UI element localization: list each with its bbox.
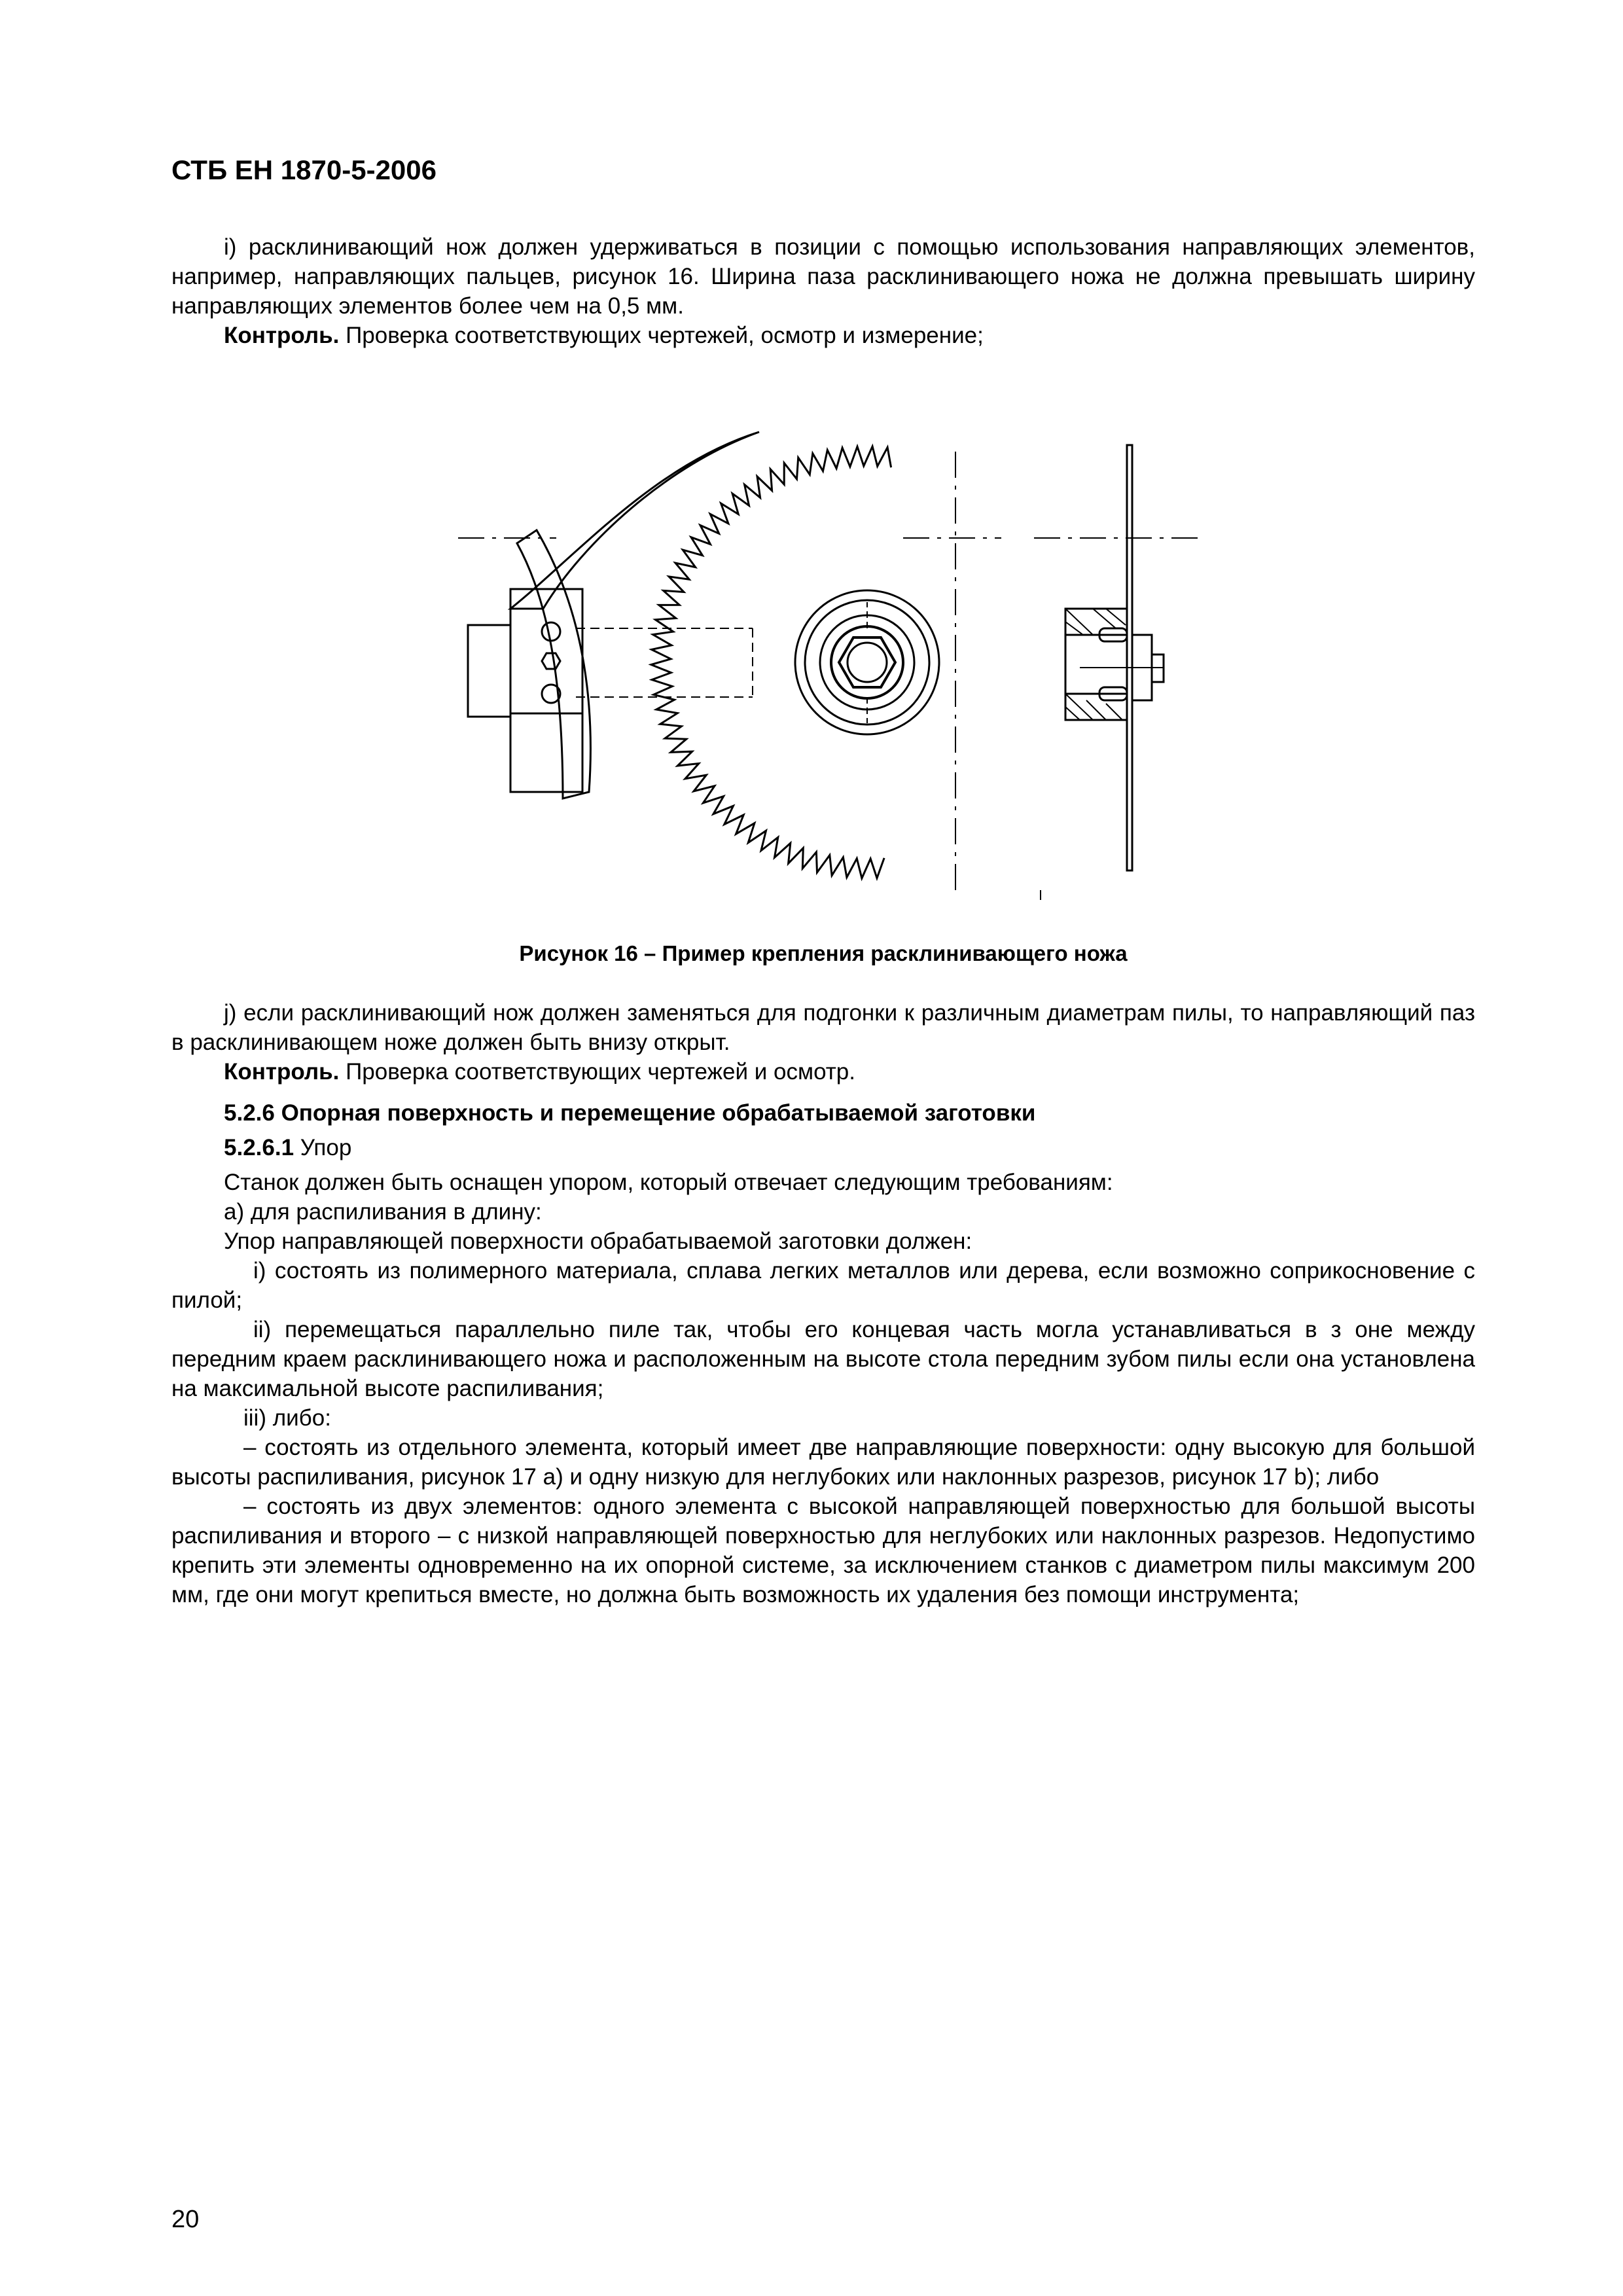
figure-caption: Рисунок 16 – Пример крепления расклинивающего ножа	[519, 941, 1128, 965]
text-block-top	[171, 232, 1475, 350]
paragraph-i: i) расклинивающий нож должен удерживаться в позиции с помощью использования направляющих элементов, например, направляющих пальцев, рисунок 16. Ширина паза расклинивающего ножа не должна превышать ширину направляющих элементов более чем на 0,5 мм.	[171, 234, 1475, 319]
section-heading: 5.2.6 Опорная поверхность и перемещение обрабатываемой заготовки	[224, 1100, 1036, 1126]
paragraph-line: ii) перемещаться параллельно пиле так, чтобы его концевая часть могла устанавливаться в з оне между передним краем расклинивающего ножа и расположенным на высоте стола передним зубом пилы если она установлена на максимальной высоте распиливания;	[171, 1317, 1475, 1401]
riving-knife-drawing	[432, 412, 1211, 910]
paragraph-line: – состоять из двух элементов: одного элемента с высокой направляющей поверхностью для большой высоты распиливания и второго – с низкой направляющей поверхностью для неглубоких или наклонных разрезов. Недопустимо крепить эти элементы одновременно на их опорной системе, за исключением станков с диаметром пилы максимум 200 мм, где они могут крепиться вместе, но должна быть возможность их удаления без помощи инструмента;	[171, 1494, 1475, 1607]
subsection-number: 5.2.6.1	[224, 1135, 294, 1160]
document-header: СТБ ЕН 1870-5-2006	[171, 154, 437, 185]
paragraph-line: Станок должен быть оснащен упором, который отвечает следующим требованиям:	[224, 1170, 1113, 1195]
control-label: Контроль.	[224, 1059, 340, 1085]
control-line-2	[171, 1057, 1475, 1086]
figure-riving-knife-mount	[432, 412, 1211, 910]
text-block-bottom	[171, 998, 1475, 1609]
paragraph-line: – состоять из отдельного элемента, который имеет две направляющие поверхности: одну высокую для большой высоты распиливания, рисунок 17 a) и одну низкую для неглубоких или наклонных разрезов, рисунок 17 b); либо	[171, 1435, 1475, 1490]
control-label: Контроль.	[224, 323, 340, 348]
control-text: Проверка соответствующих чертежей и осмотр.	[339, 1059, 855, 1085]
paragraph-line: a) для распиливания в длину:	[224, 1199, 542, 1225]
page-number: 20	[171, 2206, 200, 2233]
paragraph-j: j) если расклинивающий нож должен заменяться для подгонки к различным диаметрам пилы, то направляющий паз в расклинивающем ноже должен быть внизу открыт.	[171, 1000, 1475, 1055]
paragraph-line: Упор направляющей поверхности обрабатываемой заготовки должен:	[224, 1229, 972, 1254]
paragraph-line: i) состоять из полимерного материала, сплава легких металлов или дерева, если возможно соприкосновение с пилой;	[171, 1258, 1475, 1313]
control-text: Проверка соответствующих чертежей, осмотр и измерение;	[339, 323, 984, 348]
subsection-title: Упор	[294, 1135, 352, 1160]
subsection-heading	[171, 1133, 1475, 1162]
control-line-1	[171, 321, 1475, 350]
paragraph-line: iii) либо:	[243, 1405, 331, 1431]
